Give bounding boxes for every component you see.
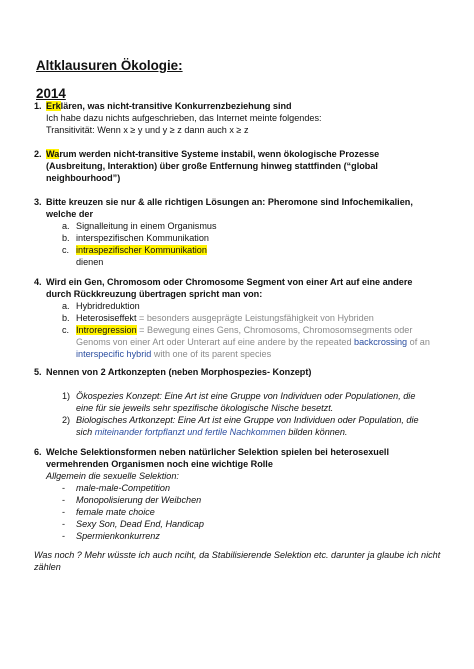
year-heading: 2014 (36, 86, 66, 101)
list-item: - Sexy Son, Dead End, Handicap (62, 519, 204, 529)
list-item: b. interspezifischen Kommunikation (62, 233, 209, 243)
highlighted-answer: Introregression (76, 325, 137, 335)
question-number: 5. (34, 367, 42, 377)
list-item: 1) Ökospezies Konzept: Eine Art ist eine Gruppe von Individuen oder Populationen, die (62, 391, 416, 401)
list-item: c. intraspezifischer Kommunikation (62, 245, 207, 255)
question-text: vermehrenden Organismen noch eine wichtige Rolle (46, 459, 273, 469)
question-6 (34, 446, 389, 542)
question-3 (34, 196, 413, 268)
list-item: a. Hybridreduktion (62, 301, 140, 311)
question-5 (34, 366, 419, 438)
list-item-continued: sich miteinander fortpflanzt und fertile Nachkommen bilden können. (76, 427, 348, 437)
question-text: welche der (46, 209, 94, 219)
highlighted-answer: intraspezifischer Kommunikation (76, 245, 207, 255)
question-text: durch Rückkreuzung übertragen spricht man von: (46, 289, 263, 299)
question-number: 3. (34, 197, 42, 207)
list-item: - male-male-Competition (62, 483, 171, 493)
question-text: Nennen von 2 Artkonzepten (neben Morphospezies- Konzept) (46, 367, 312, 377)
answer-line: Ich habe dazu nichts aufgeschrieben, das Internet meinte folgendes: (46, 113, 322, 123)
list-item: - Monopolisierung der Weibchen (62, 495, 202, 505)
question-text: Bitte kreuzen sie nur & alle richtigen Lösungen an: Pheromone sind Infochemikalien, (46, 197, 413, 207)
question-number: 2. (34, 149, 42, 159)
footer-line: Was noch ? Mehr wüsste ich auch nciht, da Stabilisierende Selektion etc. darunter ja glaube ich nicht (34, 550, 441, 560)
question-number: 4. (34, 277, 42, 287)
list-item-continued: eine für sie jeweils sehr spezifische ökologische Nische besetzt. (76, 403, 334, 413)
question-text: neighbourhood”) (46, 173, 121, 183)
answer-intro: Allgemein die sexuelle Selektion: (46, 471, 179, 481)
highlighted-text: Erk (46, 101, 61, 111)
question-2 (34, 148, 379, 184)
document-title: Altklausuren Ökologie: (36, 58, 183, 73)
footer-note (34, 549, 440, 573)
question-text: Erklären, was nicht-transitive Konkurrenzbeziehung sind (46, 101, 292, 111)
list-item: - female mate choice (62, 507, 155, 517)
question-text: (Ausbreitung, Interaktion) über große Entfernung hinweg stattfinden (“global (46, 161, 378, 171)
list-item: c. Introregression = Bewegung eines Gens, Chromosoms, Chromosomsegments oder (62, 325, 413, 335)
question-1 (34, 100, 322, 136)
footer-line: zählen (34, 562, 61, 572)
question-number: 6. (34, 447, 42, 457)
list-item: 2) Biologisches Artkonzept: Eine Art ist eine Gruppe von Individuen oder Population, die (62, 415, 419, 425)
answer-line: dienen (76, 257, 104, 267)
question-text: Wird ein Gen, Chromosom oder Chromosome Segment von einer Art auf eine andere (46, 277, 413, 287)
definition-line: interspecific hybrid with one of its parent species (76, 349, 272, 359)
list-item: a. Signalleitung in einem Organismus (62, 221, 217, 231)
question-text: Warum werden nicht-transitive Systeme instabil, wenn ökologische Prozesse (46, 149, 380, 159)
definition-line: Genoms von einer Art oder Unterart auf eine andere by the repeated backcrossing of an (76, 337, 430, 347)
question-number: 1. (34, 101, 42, 111)
question-4 (34, 276, 430, 360)
list-item: - Spermienkonkurrenz (62, 531, 160, 541)
highlighted-text: Wa (46, 149, 60, 159)
list-item: b. Heterosiseffekt = besonders ausgeprägte Leistungsfähigkeit von Hybriden (62, 313, 374, 323)
answer-line: Transitivität: Wenn x ≥ y und y ≥ z dann auch x ≥ z (46, 125, 249, 135)
question-text: Welche Selektionsformen neben natürlicher Selektion spielen bei heterosexuell (46, 447, 389, 457)
